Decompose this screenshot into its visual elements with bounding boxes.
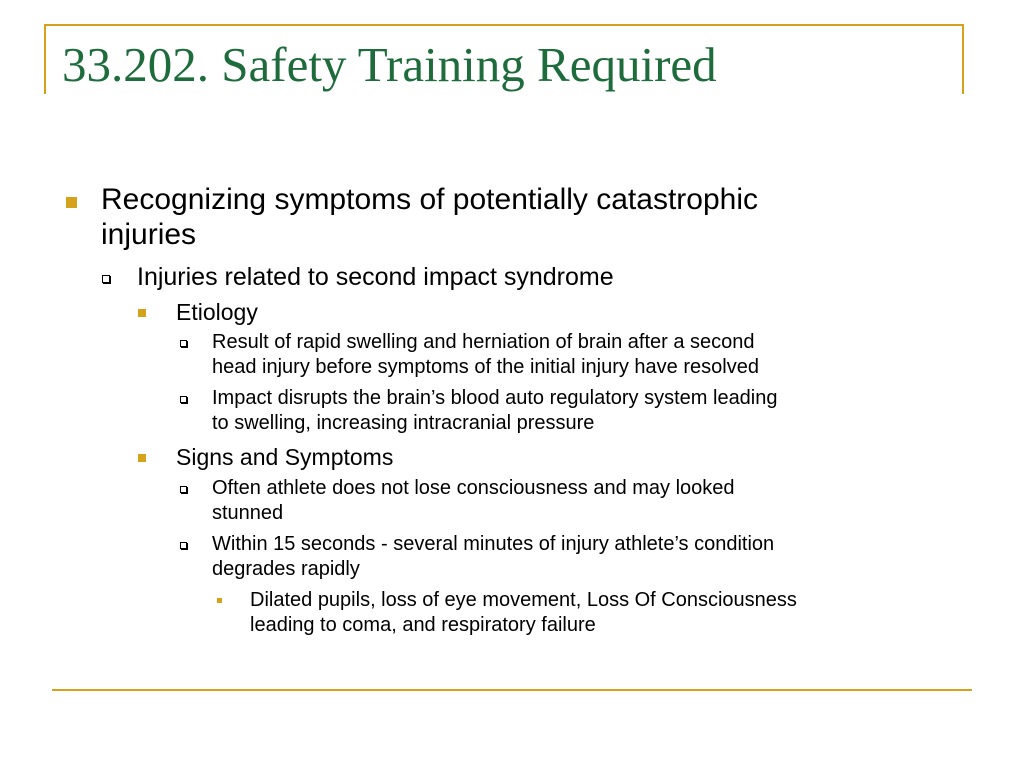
slide-title: 33.202. Safety Training Required [62,37,717,92]
bullet-line: injuries [101,218,197,251]
bullet-line: Impact disrupts the brain’s blood auto regulatory system leading [212,387,778,409]
filled-square-bullet-icon [138,454,146,462]
bullet-line: leading to coma, and respiratory failure [250,614,596,636]
bullet-line: Etiology [176,299,258,325]
bullet-line: to swelling, increasing intracranial pressure [212,412,595,434]
bullet-line: Dilated pupils, loss of eye movement, Loss Of Consciousness [250,589,797,611]
hollow-square-bullet-icon [180,542,187,549]
frame-left-rule [44,24,46,94]
filled-square-bullet-icon [66,197,77,208]
hollow-square-bullet-icon [180,486,187,493]
bullet-line: Often athlete does not lose consciousness and may looked [212,477,735,499]
bullet-line: Signs and Symptoms [176,444,394,470]
bullet-line: Within 15 seconds - several minutes of injury athlete’s condition [212,533,775,555]
bullet-line: stunned [212,502,284,524]
frame-right-rule [962,24,964,94]
hollow-square-bullet-icon [180,396,187,403]
hollow-square-bullet-icon [102,275,110,283]
small-filled-square-bullet-icon [217,598,222,603]
filled-square-bullet-icon [138,309,146,317]
bullet-line: degrades rapidly [212,558,360,580]
bullet-line: Injuries related to second impact syndrome [137,263,614,291]
frame-top-rule [44,24,964,26]
bullet-line: head injury before symptoms of the initial injury have resolved [212,356,759,378]
bullet-line: Result of rapid swelling and herniation of brain after a second [212,331,755,353]
bottom-rule [52,689,972,691]
bullet-line: Recognizing symptoms of potentially catastrophic [101,183,758,216]
hollow-square-bullet-icon [180,340,187,347]
